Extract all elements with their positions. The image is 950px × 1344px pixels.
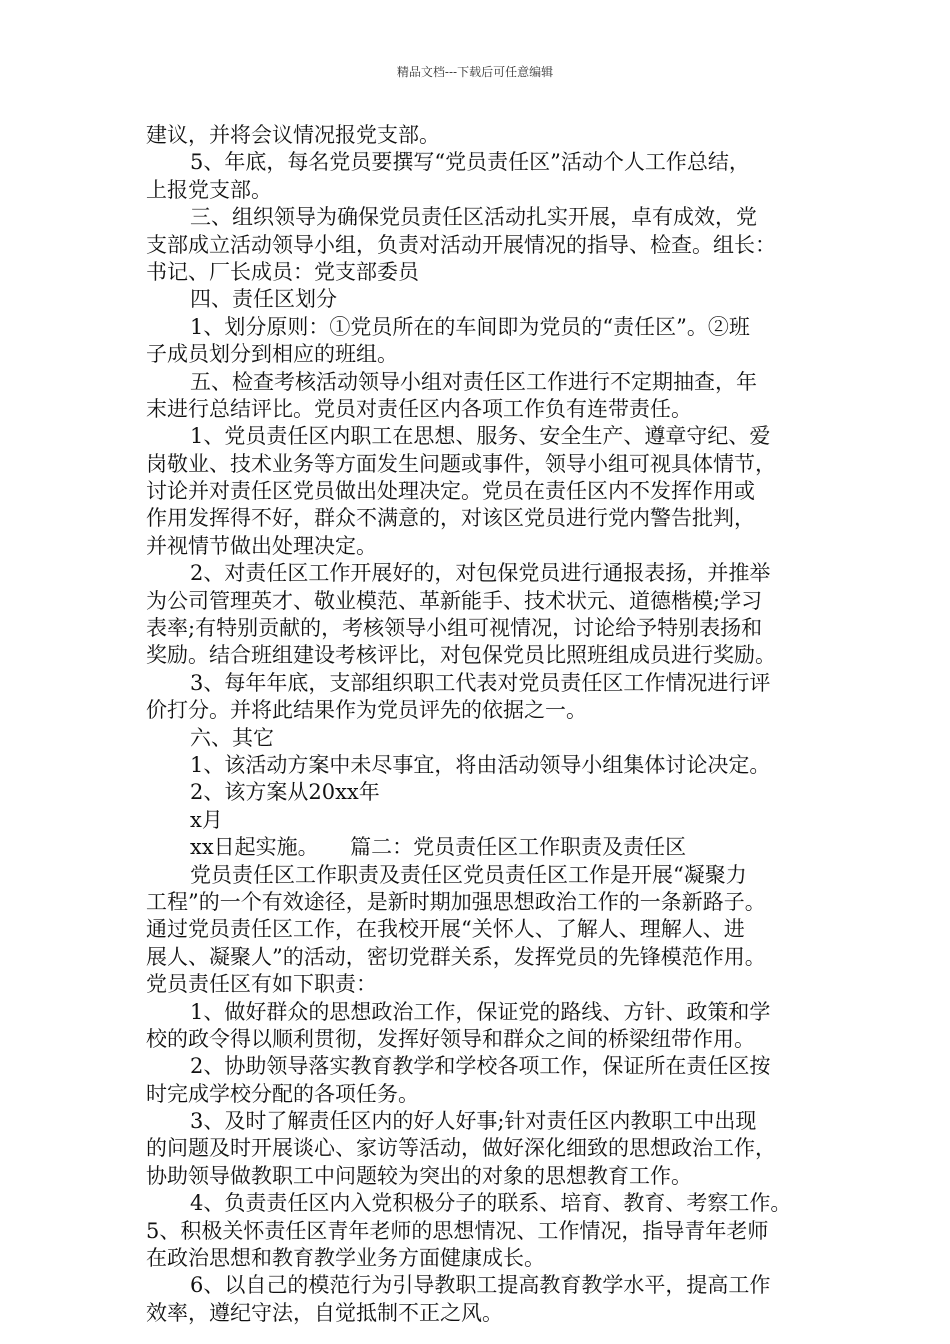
text-line: 协助领导做教职工中问题较为突出的对象的思想教育工作。 [146,1163,692,1188]
text-line: 四、责任区划分 [190,287,337,312]
text-line: 1、该活动方案中未尽事宜，将由活动领导小组集体讨论决定。 [190,752,771,777]
text-line: x月 [190,807,223,832]
text-line: 作用发挥得不好，群众不满意的，对该区党员进行党内警告批判， [146,506,755,531]
text-line: 时完成学校分配的各项任务。 [146,1081,419,1106]
text-line: 为公司管理英才、敬业模范、革新能手、技术状元、道德楷模;学习 [146,588,763,613]
text-line: 奖励。结合班组建设考核评比，对包保党员比照班组成员进行奖励。 [146,643,776,668]
text-line: 六、其它 [190,725,274,750]
text-line: 1、做好群众的思想政治工作，保证党的路线、方针、政策和学 [190,999,771,1024]
page-header: 精品文档---下载后可任意编辑 [396,65,554,79]
text-line: 末进行总结评比。党员对责任区内各项工作负有连带责任。 [146,396,692,421]
text-line: 5、年底，每名党员要撰写“党员责任区”活动个人工作总结， [190,150,750,175]
document-body [146,122,826,1327]
text-line: 子成员划分到相应的班组。 [146,342,398,367]
text-line: 2、协助领导落实教育教学和学校各项工作，保证所在责任区按 [190,1054,771,1079]
text-line: 价打分。并将此结果作为党员评先的依据之一。 [146,698,587,723]
text-line: 讨论并对责任区党员做出处理决定。党员在责任区内不发挥作用或 [146,479,755,504]
text-line: 的问题及时开展谈心、家访等活动，做好深化细致的思想政治工作， [146,1136,776,1161]
text-line: 党员责任区有如下职责： [146,972,377,997]
text-line: 岗敬业、技术业务等方面发生问题或事件，领导小组可视具体情节， [146,451,776,476]
text-line: 展人、凝聚人”的活动，密切党群关系，发挥党员的先锋模范作用。 [146,944,766,969]
text-line: 工程”的一个有效途径，是新时期加强思想政治工作的一条新路子。 [146,889,766,914]
text-line: 6、以自己的模范行为引导教职工提高教育教学水平，提高工作 [190,1273,771,1298]
text-line: 4、负责责任区内入党积极分子的联系、培育、教育、考察工作。 [190,1191,792,1216]
text-line: 2、对责任区工作开展好的，对包保党员进行通报表扬，并推举 [190,561,771,586]
text-line: 通过党员责任区工作，在我校开展“关怀人、了解人、理解人、进 [146,917,745,942]
text-line: 并视情节做出处理决定。 [146,533,377,558]
text-line: 5、积极关怀责任区青年老师的思想情况、工作情况，指导青年老师 [146,1218,769,1243]
text-line: 1、划分原则：①党员所在的车间即为党员的“责任区”。②班 [190,314,750,339]
text-line: 表率;有特别贡献的，考核领导小组可视情况，讨论给予特别表扬和 [146,616,763,641]
text-line: 书记、厂长成员：党支部委员 [146,259,419,284]
text-line: 2、该方案从20xx年 [190,780,380,805]
text-line: 五、检查考核活动领导小组对责任区工作进行不定期抽查，年 [190,369,757,394]
text-line: 党员责任区工作职责及责任区党员责任区工作是开展“凝聚力 [190,862,747,887]
text-line: 校的政令得以顺利贯彻，发挥好领导和群众之间的桥梁纽带作用。 [146,1026,755,1051]
text-line: 3、每年年底，支部组织职工代表对党员责任区工作情况进行评 [190,670,771,695]
text-line: 效率，遵纪守法，自觉抵制不正之风。 [146,1300,503,1325]
text-line: 三、组织领导为确保党员责任区活动扎实开展，卓有成效，党 [190,205,757,230]
text-line: 在政治思想和教育教学业务方面健康成长。 [146,1246,545,1271]
text-line: 建议，并将会议情况报党支部。 [146,123,440,147]
text-line: 1、党员责任区内职工在思想、服务、安全生产、遵章守纪、爱 [190,424,771,449]
text-line: 3、及时了解责任区内的好人好事;针对责任区内教职工中出现 [190,1109,757,1134]
text-line: 支部成立活动领导小组，负责对活动开展情况的指导、检查。组长： [146,232,776,257]
text-line: xx日起实施。 篇二：党员责任区工作职责及责任区 [190,835,687,860]
text-line: 上报党支部。 [146,177,272,202]
